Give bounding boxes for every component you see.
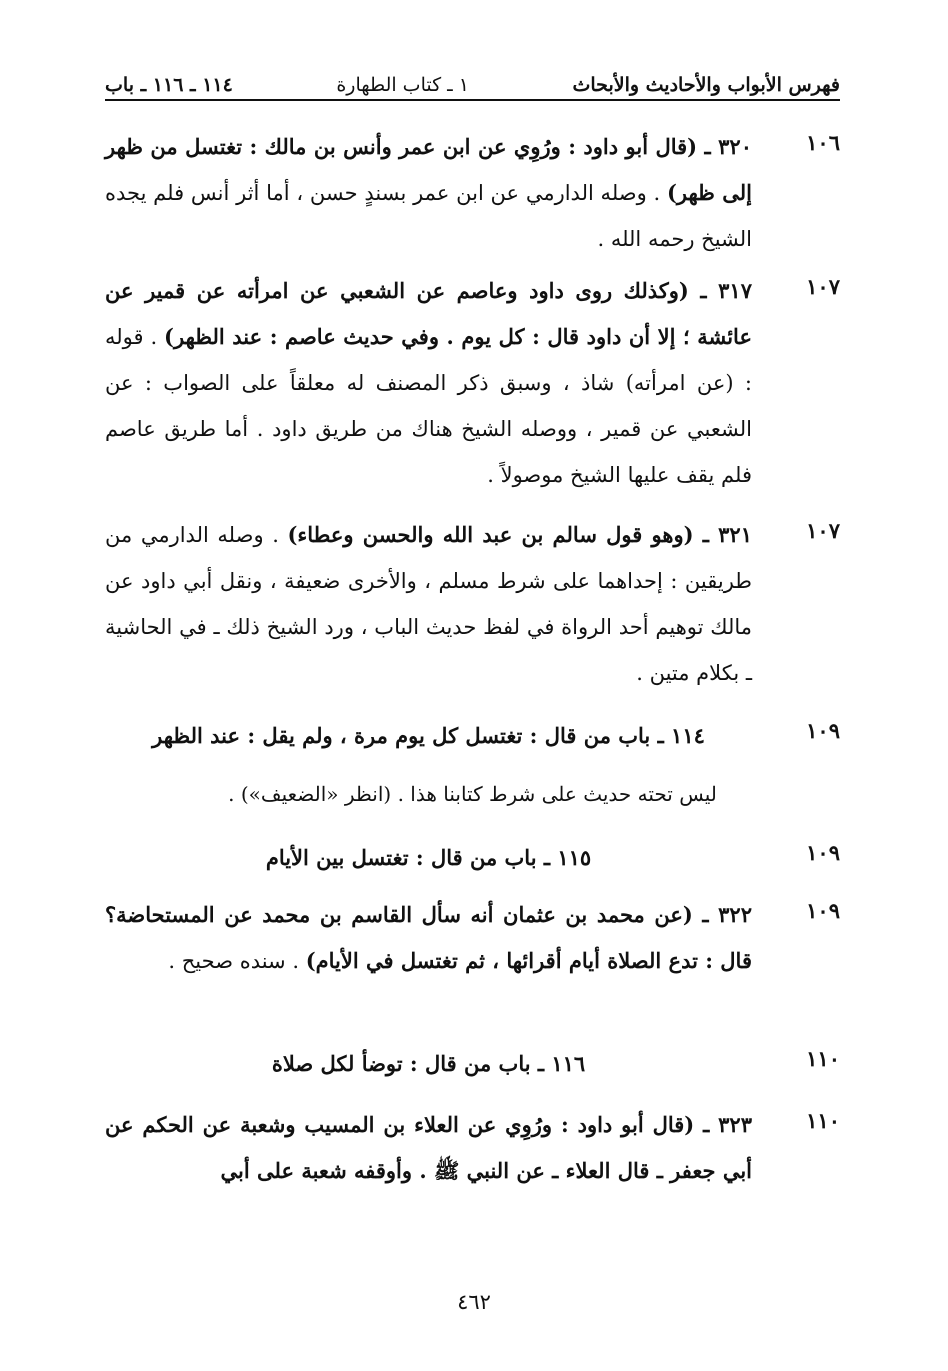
chapter-title: ١١٤ ـ باب من قال : تغتسل كل يوم مرة ، ولم يقل : عند الظهر (152, 723, 705, 748)
header-divider (105, 99, 840, 101)
index-entry (105, 1102, 840, 1194)
entry-text (105, 892, 752, 984)
index-entry (105, 124, 840, 262)
entry-quote: ٣٢١ ـ (وهو قول سالم بن عبد الله والحسن وعطاء) (287, 522, 752, 547)
entry-commentary: . سنده صحيح . (168, 949, 306, 973)
chapter-note: ليس تحته حديث على شرط كتابنا هذا . (انظر «الضعيف») . (228, 782, 717, 806)
entry-commentary: . وصله الدارمي من طريقين : إحداهما على شرط مسلم ، والأخرى ضعيفة ، ونقل أبي داود عن مالك توهيم أحد الرواة في لفظ حديث الباب ، ورد الشيخ ذلك ـ في الحاشية ـ بكلام متين . (105, 523, 752, 685)
index-entry (105, 268, 840, 498)
entry-page-ref: ١٠٩ (806, 840, 840, 865)
header-index-title: فهرس الأبواب والأحاديث والأبحاث (572, 74, 840, 96)
entry-quote: ٣٢٢ ـ (عن محمد بن عثمان أنه سأل القاسم بن محمد عن المستحاضة؟ قال : تدع الصلاة أيام أقرائها ، ثم تغتسل في الأيام) (105, 902, 752, 973)
entry-quote: ٣٢٣ ـ (قال أبو داود : ورُوِي عن العلاء بن المسيب وشعبة عن الحكم عن أبي جعفر ـ قال العلاء ـ عن النبي ﷺ . وأوقفه شعبة على أبي (105, 1112, 752, 1183)
page-number: ٤٦٢ (457, 1290, 491, 1314)
entry-page-ref: ١١٠ (806, 1108, 840, 1133)
entry-page-ref: ١١٠ (806, 1046, 840, 1071)
chapter-heading (105, 1044, 840, 1084)
chapter-title: ١١٥ ـ باب من قال : تغتسل بين الأيام (265, 845, 592, 870)
entry-commentary: . قوله : (عن امرأته) شاذ ، وسبق ذكر المصنف له معلقاً على الصواب : عن الشعبي عن قمير ، ووصله الشيخ هناك من طريق داود . أما طريق عاصم فلم يقف عليها الشيخ موصولاً . (105, 325, 752, 487)
entry-quote: ٣٢٠ ـ (قال أبو داود : ورُوِي عن ابن عمر وأنس بن مالك : تغتسل من ظهر إلى ظهر) (105, 134, 753, 205)
entry-quote: ٣١٧ ـ (وكذلك روى داود وعاصم عن الشعبي عن امرأته عن قمير عن عائشة ؛ إلا أن داود قال : كل يوم . وفي حديث عاصم : عند الظهر) (105, 278, 752, 349)
chapter-title: ١١٦ ـ باب من قال : توضأ لكل صلاة (271, 1051, 586, 1076)
index-entry (105, 892, 840, 984)
entry-page-ref: ١٠٩ (806, 898, 840, 923)
entry-page-ref: ١٠٧ (806, 518, 840, 543)
entry-text (105, 124, 752, 262)
header-chapter-range: ١١٤ ـ ١١٦ ـ باب (105, 74, 233, 96)
entry-page-ref: ١٠٦ (806, 130, 840, 155)
running-header (105, 60, 840, 96)
entry-page-ref: ١٠٩ (806, 718, 840, 743)
header-book-title: ١ ـ كتاب الطهارة (336, 74, 470, 96)
entry-text (105, 1102, 752, 1194)
chapter-heading (105, 716, 840, 756)
entry-page-ref: ١٠٧ (806, 274, 840, 299)
entry-commentary: . وصله الدارمي عن ابن عمر بسندٍ حسن ، أما أثر أنس فلم يجده الشيخ رحمه الله . (105, 181, 752, 251)
entry-text (105, 268, 752, 498)
chapter-heading (105, 838, 840, 878)
index-entry (105, 512, 840, 696)
entry-text (105, 512, 752, 696)
